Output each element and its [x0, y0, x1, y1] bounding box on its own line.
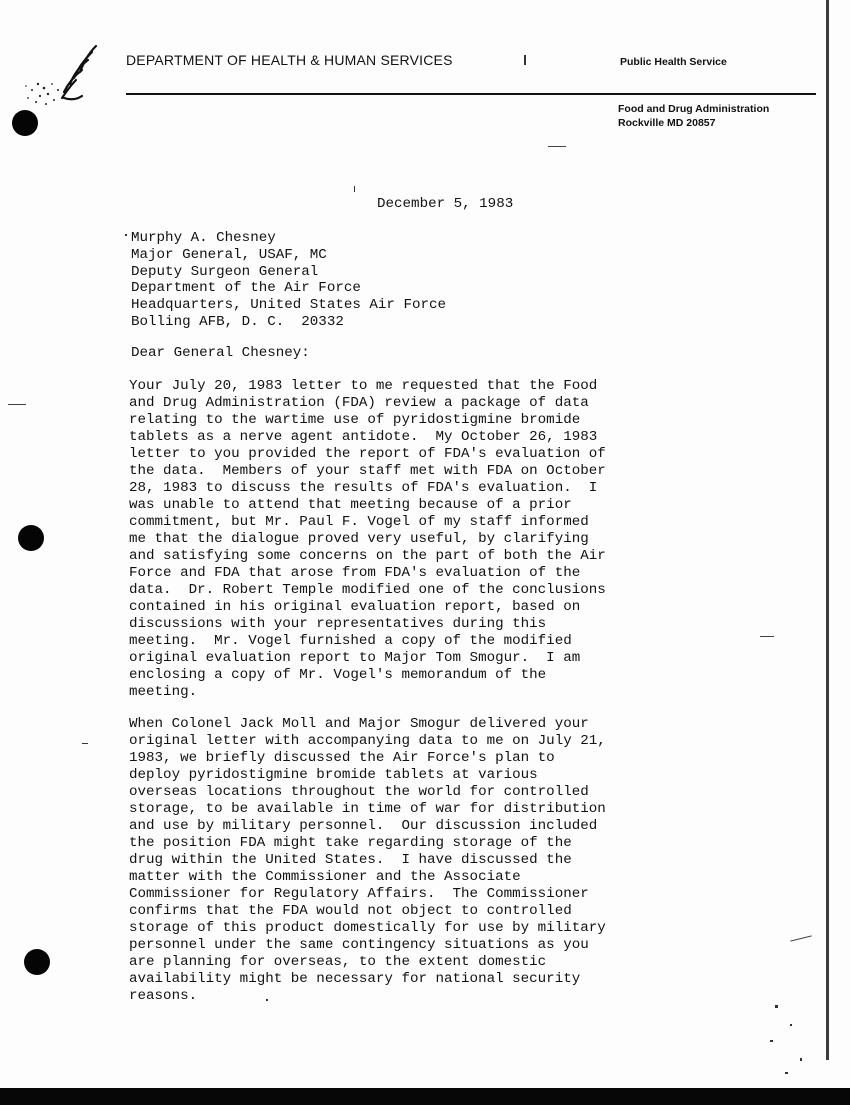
scan-mark [800, 1058, 802, 1061]
scan-mark [548, 146, 566, 147]
paragraph-line: When Colonel Jack Moll and Major Smogur delivered your [129, 716, 589, 732]
agency-name: Food and Drug Administration [618, 103, 770, 115]
paragraph-line: confirms that the FDA would not object to controlled [129, 903, 572, 919]
scan-mark [125, 234, 127, 236]
paragraph-line: personnel under the same contingency situations as you [129, 937, 589, 953]
recipient-line: Headquarters, United States Air Force [131, 297, 447, 314]
recipient-line: Deputy Surgeon General [131, 263, 319, 280]
paragraph-line: and satisfying some concerns on the part of both the Air [129, 548, 606, 564]
paragraph-line: relating to the wartime use of pyridostigmine bromide [129, 412, 581, 428]
paragraph-line: was unable to attend that meeting because of a prior [129, 497, 572, 513]
punch-hole-middle [18, 525, 44, 551]
scan-mark [524, 55, 526, 65]
paragraph-line: drug within the United States. I have discussed the [129, 852, 572, 868]
service-name: Public Health Service [620, 56, 727, 68]
scan-mark [790, 935, 812, 941]
scan-mark [760, 636, 774, 637]
paragraph-line: 28, 1983 to discuss the results of FDA's evaluation. I [129, 480, 598, 496]
paragraph-line: reasons. [129, 988, 198, 1004]
paragraph-line: Commissioner for Regulatory Affairs. The Commissioner [129, 886, 589, 902]
body-paragraph-2 [129, 716, 606, 1005]
hhs-eagle-seal-icon [18, 40, 108, 110]
punch-hole-bottom [24, 949, 50, 975]
paragraph-line: the position FDA might take regarding storage of the [129, 835, 572, 851]
scan-mark [785, 1072, 788, 1074]
recipient-line: Department of the Air Force [131, 280, 361, 297]
paragraph-line: contained in his original evaluation report, based on [129, 599, 581, 615]
body-paragraph-1 [129, 378, 606, 701]
paragraph-line: discussions with your representatives during this [129, 616, 547, 632]
paragraph-line: original evaluation report to Major Tom Smogur. I am [129, 650, 581, 666]
paragraph-line: Your July 20, 1983 letter to me requested that the Food [129, 378, 598, 394]
scan-bottom-edge [0, 1088, 850, 1105]
letterhead-rule [126, 93, 816, 95]
letter-date: December 5, 1983 [377, 196, 514, 212]
punch-hole-top [12, 110, 38, 136]
paragraph-line: data. Dr. Robert Temple modified one of the conclusions [129, 582, 606, 598]
scan-mark [266, 999, 268, 1001]
department-name: DEPARTMENT OF HEALTH & HUMAN SERVICES [126, 52, 453, 68]
paragraph-line: meeting. Mr. Vogel furnished a copy of the modified [129, 633, 572, 649]
paragraph-line: the data. Members of your staff met with FDA on October [129, 463, 606, 479]
paragraph-line: Force and FDA that arose from FDA's evaluation of the [129, 565, 581, 581]
paragraph-line: and Drug Administration (FDA) review a package of data [129, 395, 589, 411]
paragraph-line: me that the dialogue proved very useful, by clarifying [129, 531, 589, 547]
paragraph-line: letter to you provided the report of FDA's evaluation of [129, 446, 606, 462]
agency-block [618, 102, 769, 130]
paragraph-line: commitment, but Mr. Paul F. Vogel of my staff informed [129, 514, 589, 530]
paragraph-line: overseas locations throughout the world for controlled [129, 784, 589, 800]
paragraph-line: storage, to be available in time of war for distribution [129, 801, 606, 817]
scan-mark [770, 1040, 773, 1042]
scan-mark [8, 404, 26, 405]
paragraph-line: meeting. [129, 684, 198, 700]
paragraph-line: availability might be necessary for national security [129, 971, 581, 987]
scan-mark [82, 743, 88, 744]
recipient-address [131, 230, 446, 331]
recipient-line: Bolling AFB, D. C. 20332 [131, 313, 344, 330]
paragraph-line: tablets as a nerve agent antidote. My October 26, 1983 [129, 429, 598, 445]
scan-mark [354, 186, 355, 192]
salutation: Dear General Chesney: [131, 345, 310, 361]
recipient-line: Murphy A. Chesney [131, 230, 276, 246]
scan-mark [790, 1024, 792, 1026]
paragraph-line: deploy pyridostigmine bromide tablets at various [129, 767, 538, 783]
paragraph-line: 1983, we briefly discussed the Air Force's plan to [129, 750, 555, 766]
agency-address: Rockville MD 20857 [618, 117, 716, 129]
paragraph-line: enclosing a copy of Mr. Vogel's memorandum of the [129, 667, 547, 683]
paragraph-line: are planning for overseas, to the extent domestic [129, 954, 547, 970]
paragraph-line: storage of this product domestically for use by military [129, 920, 606, 936]
scan-mark [775, 1005, 778, 1008]
paragraph-line: matter with the Commissioner and the Associate [129, 869, 521, 885]
paragraph-line: original letter with accompanying data to me on July 21, [129, 733, 606, 749]
scan-right-edge [826, 0, 829, 1060]
recipient-line: Major General, USAF, MC [131, 246, 327, 263]
paragraph-line: and use by military personnel. Our discussion included [129, 818, 598, 834]
